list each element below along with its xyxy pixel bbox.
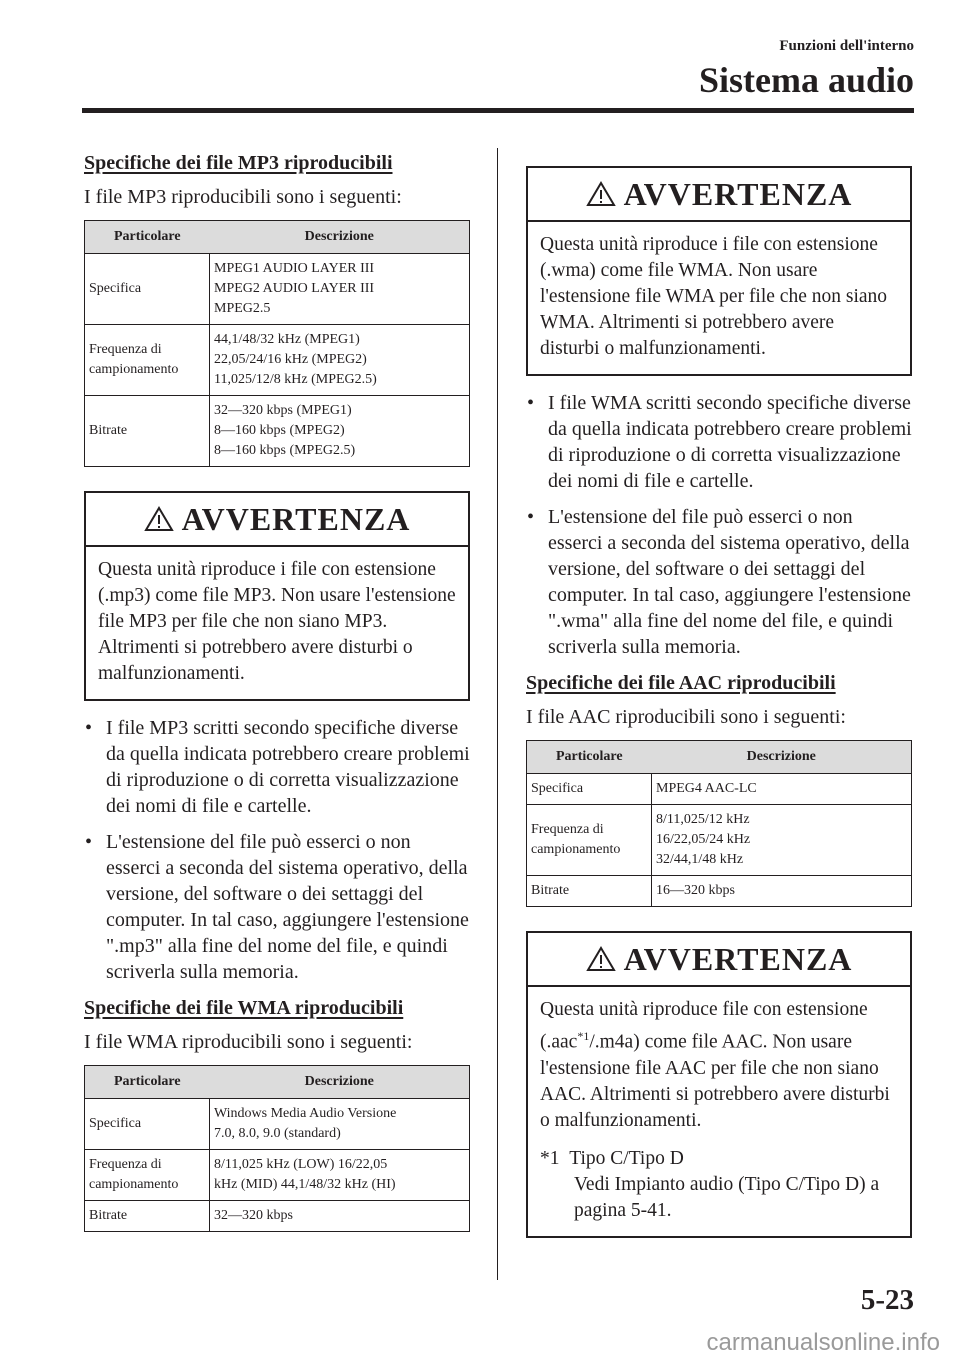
table-row: [85, 1201, 470, 1232]
table-header: Descrizione: [210, 1066, 470, 1099]
table-header: Descrizione: [652, 741, 912, 774]
wma-intro: I file WMA riproducibili sono i seguenti:: [84, 1031, 413, 1053]
warning-triangle-icon: [586, 946, 616, 972]
table-cell-desc: 44,1/48/32 kHz (MPEG1) 22,05/24/16 kHz (MPEG2) 11,025/12/8 kHz (MPEG2.5): [210, 325, 470, 396]
table-cell-label: Bitrate: [527, 876, 652, 907]
table-row: [85, 254, 470, 325]
header-rule: [82, 108, 914, 113]
page-number: 5-23: [860, 1284, 914, 1316]
table-cell-label: Frequenza di campionamento: [527, 805, 652, 876]
table-cell-label: Frequenza di campionamento: [85, 1150, 210, 1201]
footnote-reference: Vedi Impianto audio (Tipo C/Tipo D) a pagina 5-41.: [574, 1173, 880, 1221]
table-header: Particolare: [527, 741, 652, 774]
table-header: Particolare: [85, 1066, 210, 1099]
warning-header: [86, 493, 468, 547]
warning-text: Questa unità riproduce i file con estensione (.wma) come file WMA. Non usare l'estensione file WMA per file che non siano WMA. Altrimenti si potrebbero avere disturbi o malfunzionamenti.: [540, 234, 888, 359]
warning-header: [528, 933, 910, 987]
table-cell-desc: 8/11,025 kHz (LOW) 16/22,05 kHz (MID) 44,1/48/32 kHz (HI): [210, 1150, 470, 1201]
table-row: [527, 774, 912, 805]
table-cell-label: Frequenza di campionamento: [85, 325, 210, 396]
warning-triangle-icon: [144, 506, 174, 532]
column-divider: [497, 148, 498, 1280]
right-column: [526, 166, 912, 1238]
footnote-ref: *1: [577, 1029, 590, 1043]
wma-section-title: Specifiche dei file WMA riproducibili: [84, 997, 404, 1019]
table-row: [85, 325, 470, 396]
wma-warning-box: [526, 166, 912, 376]
aac-section-title: Specifiche dei file AAC riproducibili: [526, 672, 836, 694]
aac-warning-box: [526, 931, 912, 1238]
table-cell-label: Specifica: [85, 1099, 210, 1150]
table-cell-label: Bitrate: [85, 396, 210, 467]
warning-body: [528, 987, 910, 1236]
mp3-bullet-list: [84, 715, 470, 985]
warning-triangle-icon: [586, 181, 616, 207]
footnote-line: *1 Tipo C/Tipo D: [540, 1147, 684, 1169]
table-cell-desc: 32—320 kbps: [210, 1201, 470, 1232]
list-item: • I file WMA scritti secondo specifiche diverse da quella indicata potrebbero creare problemi di riproduzione o di corretta visualizzazione dei nomi di file e cartelle.: [527, 392, 912, 492]
mp3-spec-table: [84, 220, 470, 467]
table-row: [85, 1099, 470, 1150]
header-section: Funzioni dell'interno: [779, 38, 914, 54]
warning-text: Questa unità riproduce i file con estensione (.mp3) come file MP3. Non usare l'estensione file MP3 per file che non siano MP3. Altrimenti si potrebbero avere disturbi o malfunzionamenti.: [98, 559, 456, 684]
list-item: • L'estensione del file può esserci o non esserci a seconda del sistema operativo, della versione, del software o dei settaggi del computer. In tal caso, aggiungere l'estensione ".mp3" alla fine del nome del file, e quindi scriverla sulla memoria.: [85, 831, 469, 983]
table-row: [85, 1150, 470, 1201]
table-cell-desc: 16—320 kbps: [652, 876, 912, 907]
table-cell-desc: MPEG1 AUDIO LAYER III MPEG2 AUDIO LAYER III MPEG2.5: [210, 254, 470, 325]
table-cell-desc: 8/11,025/12 kHz 16/22,05/24 kHz 32/44,1/48 kHz: [652, 805, 912, 876]
warning-body: [86, 547, 468, 699]
page-title: Sistema audio: [698, 60, 914, 100]
table-cell-desc: MPEG4 AAC-LC: [652, 774, 912, 805]
mp3-intro: I file MP3 riproducibili sono i seguenti:: [84, 186, 402, 208]
aac-spec-table: [526, 740, 912, 907]
wma-bullet-list: [526, 390, 912, 660]
aac-intro: I file AAC riproducibili sono i seguenti:: [526, 706, 846, 728]
watermark: carmanualsonline.info: [706, 1329, 940, 1356]
table-cell-desc: 32—320 kbps (MPEG1) 8—160 kbps (MPEG2) 8—160 kbps (MPEG2.5): [210, 396, 470, 467]
list-item: • L'estensione del file può esserci o non esserci a seconda del sistema operativo, della versione, del software o dei settaggi del computer. In tal caso, aggiungere l'estensione ".wma" alla fine del nome del file, e quindi scriverla sulla memoria.: [527, 506, 911, 658]
warning-title: AVVERTENZA: [181, 500, 411, 537]
table-row: [85, 396, 470, 467]
bullet-icon: •: [527, 506, 535, 528]
bullet-icon: •: [527, 392, 535, 414]
footnote: [540, 1146, 898, 1224]
list-item: • I file MP3 scritti secondo specifiche diverse da quella indicata potrebbero creare problemi di riproduzione o di corretta visualizzazione dei nomi di file e cartelle.: [85, 717, 470, 817]
table-header: Particolare: [85, 221, 210, 254]
bullet-icon: •: [85, 717, 93, 739]
bullet-icon: •: [85, 831, 93, 853]
table-row: [527, 876, 912, 907]
warning-body: [528, 222, 910, 374]
mp3-warning-box: [84, 491, 470, 701]
warning-text: Questa unità riproduce file con estensione (.aac$^{*1}$/.m4a) come file AAC. Non usare l'estensione file AAC per file che non siano AAC. Altrimenti si potrebbero avere disturbi o malfunzionamenti.: [540, 999, 890, 1131]
table-cell-label: Specifica: [85, 254, 210, 325]
table-cell-label: Bitrate: [85, 1201, 210, 1232]
table-header: Descrizione: [210, 221, 470, 254]
left-column: [84, 150, 470, 1232]
table-cell-desc: Windows Media Audio Versione 7.0, 8.0, 9.0 (standard): [210, 1099, 470, 1150]
warning-header: [528, 168, 910, 222]
table-cell-label: Specifica: [527, 774, 652, 805]
warning-title: AVVERTENZA: [623, 175, 853, 212]
warning-title: AVVERTENZA: [623, 940, 853, 977]
mp3-section-title: Specifiche dei file MP3 riproducibili: [84, 152, 393, 174]
wma-spec-table: [84, 1065, 470, 1232]
table-row: [527, 805, 912, 876]
